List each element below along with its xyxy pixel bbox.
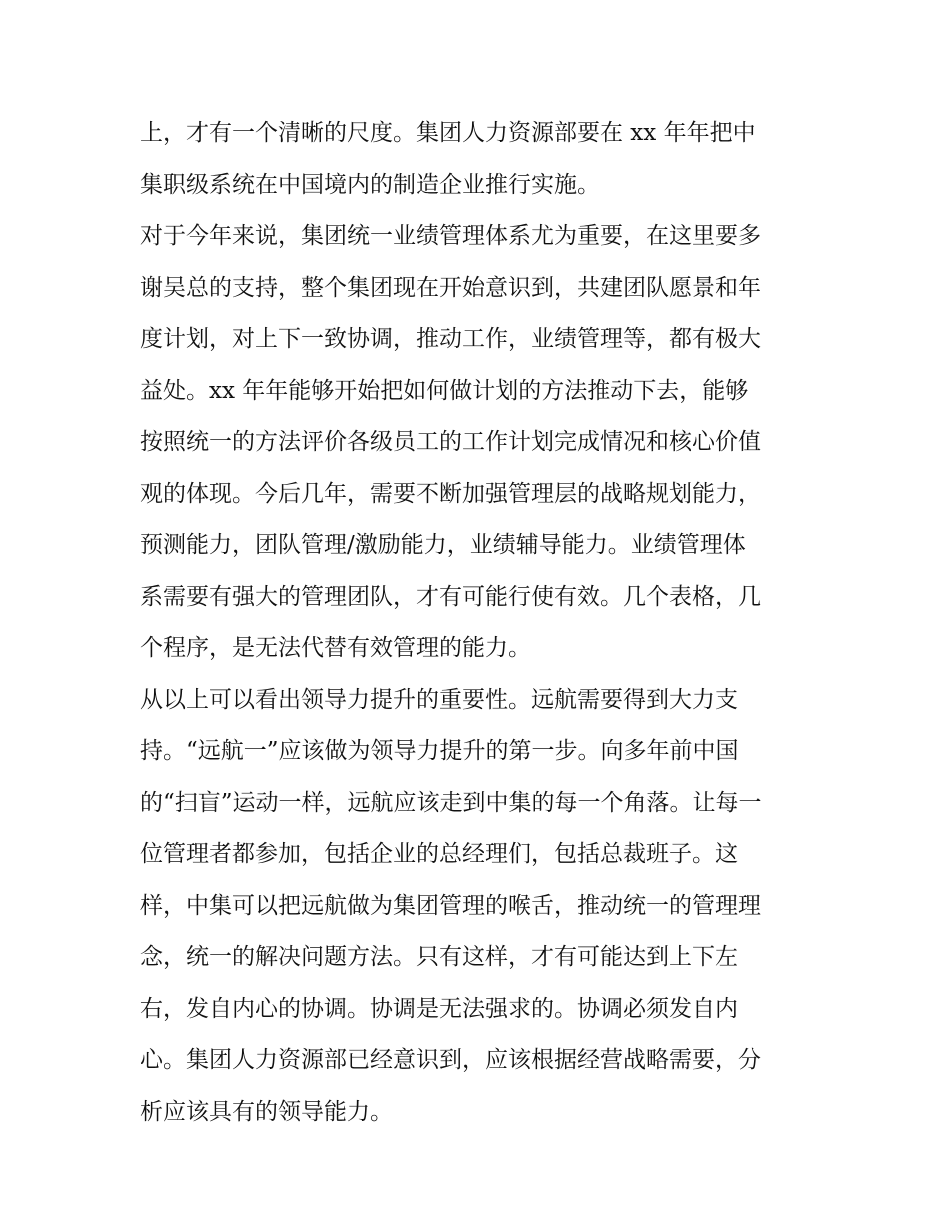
text-line-16: 样，中集可以把远航做为集团管理的喉舌，推动统一的管理理	[140, 892, 761, 919]
text-line-3: 对于今年来说，集团统一业绩管理体系尤为重要，在这里要多	[140, 223, 761, 249]
text-line-19: 心。集团人力资源部已经意识到，应该根据经营战略需要，分	[140, 1047, 761, 1073]
text-line-6: 益处。xx 年年能够开始把如何做计划的方法推动下去，能够	[140, 377, 749, 404]
text-line-15: 位管理者都参加，包括企业的总经理们，包括总裁班子。这	[140, 841, 738, 867]
text-line-2: 集职级系统在中国境内的制造企业推行实施。	[140, 171, 600, 198]
text-line-4: 谢吴总的支持，整个集团现在开始意识到，共建团队愿景和年	[140, 274, 761, 301]
text-line-12: 从以上可以看出领导力提升的重要性。远航需要得到大力支	[140, 686, 738, 713]
text-line-11: 个程序，是无法代替有效管理的能力。	[140, 635, 531, 661]
text-line-14: 的“扫盲”运动一样，远航应该走到中集的每一个角落。让每一	[140, 789, 762, 816]
text-line-17: 念，统一的解决问题方法。只有这样，才有可能达到上下左	[140, 944, 738, 970]
text-line-13: 持。“远航一”应该做为领导力提升的第一步。向多年前中国	[140, 738, 739, 764]
text-line-18: 右，发自内心的协调。协调是无法强求的。协调必须发自内	[140, 995, 738, 1022]
text-line-5: 度计划，对上下一致协调，推动工作，业绩管理等，都有极大	[140, 326, 761, 352]
text-line-9: 预测能力，团队管理/激励能力，业绩辅导能力。业绩管理体	[140, 532, 746, 558]
text-line-1: 上，才有一个清晰的尺度。集团人力资源部要在 xx 年年把中	[140, 120, 756, 146]
text-line-20: 析应该具有的领导能力。	[140, 1098, 393, 1125]
text-line-10: 系需要有强大的管理团队，才有可能行使有效。几个表格，几	[140, 583, 761, 610]
body-text	[140, 108, 820, 1138]
text-line-8: 观的体现。今后几年，需要不断加强管理层的战略规划能力，	[140, 480, 761, 507]
text-line-7: 按照统一的方法评价各级员工的工作计划完成情况和核心价值	[140, 429, 761, 455]
